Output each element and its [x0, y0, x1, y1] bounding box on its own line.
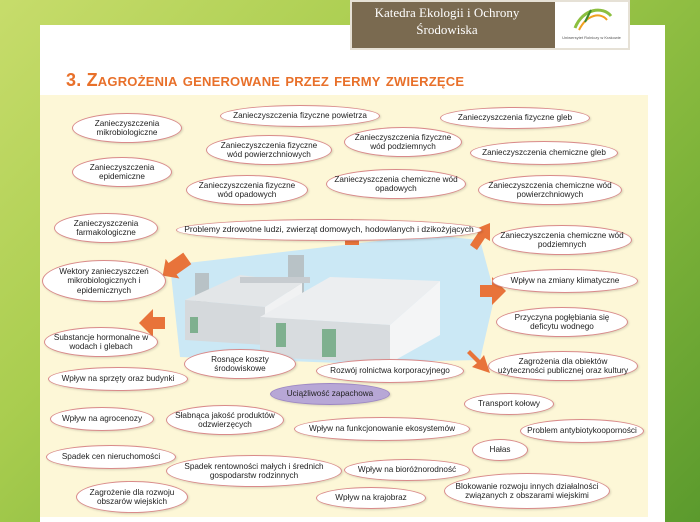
barn-door-2 [276, 323, 286, 347]
item-pharmacological: Zanieczyszczenia farmakologiczne [54, 213, 158, 243]
barn-door-1 [322, 329, 336, 357]
logo-text: Uniwersytet Rolniczy w Krakowie [562, 35, 621, 40]
header-title: Katedra Ekologii i Ochrony Środowiska [374, 5, 520, 37]
item-groundwater-chemical: Zanieczyszczenia chemiczne wód podziemnych [492, 225, 632, 255]
item-surface-chemical: Zanieczyszczenia chemiczne wód powierzchniowych [478, 175, 622, 205]
item-env-costs: Rosnące koszty środowiskowe [184, 349, 296, 379]
item-equipment: Wpływ na sprzęty oraz budynki [48, 367, 188, 391]
item-soil-chemical: Zanieczyszczenia chemiczne gleb [470, 141, 618, 165]
item-antibiotic: Problem antybiotykooporności [520, 419, 644, 443]
item-surface-water: Zanieczyszczenia fizyczne wód powierzchniowych [206, 135, 332, 165]
item-product-quality: Słabnąca jakość produktów odzwierzęcych [166, 405, 284, 435]
barn-door-3 [190, 317, 198, 333]
central-problem: Problemy zdrowotne ludzi, zwierząt domowych, hodowlanych i dzikożyjących [176, 219, 482, 241]
slide-title: 3. Zagrożenia generowane przez fermy zwierzęce [66, 70, 465, 90]
item-microbiological: Zanieczyszczenia mikrobiologiczne [72, 113, 182, 143]
item-vectors: Wektory zanieczyszczeń mikrobiologicznych i epidemicznych [42, 260, 166, 302]
item-landscape: Wpływ na krajobraz [316, 487, 426, 509]
item-ecosystems: Wpływ na funkcjonowanie ekosystemów [294, 417, 470, 441]
item-odor: Uciążliwość zapachowa [270, 383, 390, 405]
item-rain-physical: Zanieczyszczenia fizyczne wód opadowych [186, 175, 308, 205]
item-hormones: Substancje hormonalne w wodach i glebach [44, 327, 158, 357]
item-agrocenosis: Wpływ na agrocenozy [50, 407, 154, 431]
item-property-prices: Spadek cen nieruchomości [46, 445, 176, 469]
item-small-farms: Spadek rentowności małych i średnich gospodarstw rodzinnych [166, 455, 342, 487]
item-epidemic: Zanieczyszczenia epidemiczne [72, 157, 172, 187]
item-climate: Wpływ na zmiany klimatyczne [492, 269, 638, 293]
item-rain-chemical: Zanieczyszczenia chemiczne wód opadowych [326, 169, 466, 199]
item-biodiversity: Wpływ na bioróżnorodność [344, 459, 470, 481]
item-corporate: Rozwój rolnictwa korporacyjnego [316, 359, 464, 383]
item-air: Zanieczyszczenia fizyczne powietrza [220, 105, 380, 127]
item-noise: Hałas [472, 439, 528, 461]
threats-diagram [40, 95, 648, 517]
item-rural-development: Zagrożenie dla rozwoju obszarów wiejskich [76, 481, 188, 513]
item-transport: Transport kołowy [464, 393, 554, 415]
barn-ridge [240, 277, 310, 283]
logo-emblem-icon [555, 2, 628, 36]
item-ground-water: Zanieczyszczenia fizyczne wód podziemnych [344, 127, 462, 157]
item-water-deficit: Przyczyna pogłębiania się deficytu wodnego [496, 307, 628, 337]
item-public-objects: Zagrożenia dla obiektów użyteczności publicznej oraz kultury [488, 351, 638, 381]
item-soil-physical: Zanieczyszczenia fizyczne gleb [440, 107, 590, 129]
university-logo [555, 2, 628, 48]
item-blocking-development: Blokowanie rozwoju innych działalności związanych z obszarami wiejskimi [444, 473, 610, 509]
